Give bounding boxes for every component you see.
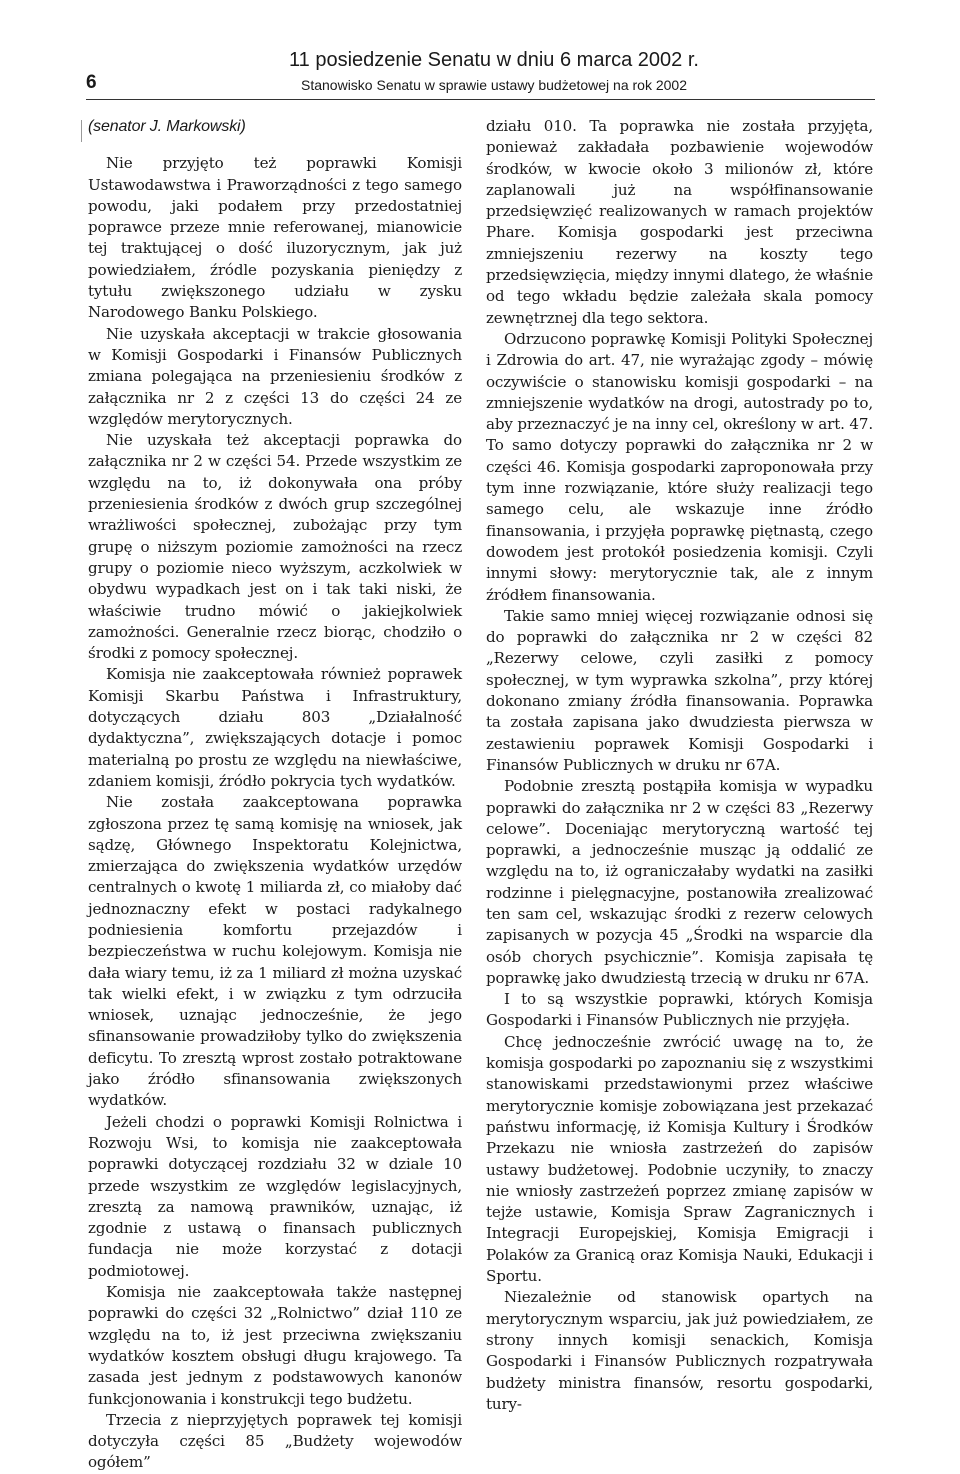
page-header — [0, 0, 960, 100]
paragraph: Trzecia z nieprzyjętych poprawek tej komisji dotyczyła części 85 „Budżety wojewodów ogółem” — [88, 1410, 462, 1472]
paragraph: I to są wszystkie poprawki, których Komisja Gospodarki i Finansów Publicznych nie przyjęła. — [486, 990, 873, 1030]
paragraph: Jeżeli chodzi o poprawki Komisji Rolnictwa i Rozwoju Wsi, to komisja nie zaakceptowała poprawki dotyczącej rozdziału 32 w dziale 10 przede wszystkim ze względów legislacyjnych, zresztą za namową prawników, uznając, iż zgodnie z ustawą o finansach publicznych fundacja nie może korzystać z dotacji podmiotowej. — [88, 1112, 462, 1280]
margin-line — [81, 120, 82, 142]
session-subtitle: Stanowisko Senatu w sprawie ustawy budżetowej na rok 2002 — [301, 77, 687, 93]
paragraph: Takie samo mniej więcej rozwiązanie odnosi się do poprawki do załącznika nr 2 w części 82 „Rezerwy celowe, czyli zasiłki z pomocy społecznej, w tym wyprawka szkolna”, przy której dokonano zmiany źródła finansowania. Poprawka ta została zapisana jako dwudziesta pierwsza w zestawieniu poprawek Komisji Gospodarki i Finansów Publicznych w druku nr 67A. — [486, 606, 873, 774]
paragraph: Komisja nie zaakceptowała również poprawek Komisji Skarbu Państwa i Infrastruktury, dotyczących działu 803 „Działalność dydaktyczna”, zwiększających dotacje i pomoc materialną po prostu ze względu na niewłaściwe, zdaniem komisji, źródło pokrycia tych wydatków. — [88, 665, 462, 790]
paragraph-continuation: działu 010. Ta poprawka nie została przyjęta, ponieważ zakładała pozbawienie wojewodów środków, w kwocie około 3 milionów zł, które zaplanowali już na współfinansowanie przedsięwzięć realizowanych w ramach projektów Phare. Komisja gospodarki jest przeciwna zmniejszeniu rezerwy na koszty tego przedsięwzięcia, między innymi dlatego, że właśnie od tego wkładu będzie zależała skala pomocy zewnętrznej dla tego sektora. — [486, 117, 873, 327]
paragraph: Nie została zaakceptowana poprawka zgłoszona przez tę samą komisję na wniosek, jak sądzę, Głównego Inspektoratu Kolejnictwa, zmierzająca do zwiększenia wydatków urzędów centralnych o kwotę 1 miliarda zł, co miałoby dać jednoznaczny efekt w postaci radykalnego podniesienia komfortu przejazdów i bezpieczeństwa w ruchu kolejowym. Komisja nie dała wiary temu, iż za 1 miliard zł można uzyskać tak wielki efekt, i w związku z tym odrzuciła wniosek, uznając jednocześnie, że jego sfinansowanie prowadziłoby tylko do zwiększenia deficytu. To zresztą wprost zostało potraktowane jako źródło sfinansowania zwiększonych wydatków. — [88, 793, 462, 1110]
session-title: 11 posiedzenie Senatu w dniu 6 marca 2002 r. — [289, 49, 699, 71]
paragraph: Niezależnie od stanowisk opartych na merytorycznym wsparciu, jak już powiedziałem, ze strony innych komisji senackich, Komisja Gospodarki i Finansów Publicznych rozpatrywała budżety ministra finansów, resortu gospodarki, tury- — [486, 1288, 873, 1413]
paragraph: Nie przyjęto też poprawki Komisji Ustawodawstwa i Praworządności z tego samego powodu, jaki podałem przy przedostatniej poprawce przeze mnie referowanej, mianowicie tej traktującej o dość iluzorycznym, jak już powiedziałem, źródle pozyskania pieniędzy z tytułu zwiększonego udziału w zysku Narodowego Banku Polskiego. — [88, 154, 462, 322]
right-column — [486, 116, 873, 1413]
left-column — [88, 116, 462, 1472]
paragraph: Podobnie zresztą postąpiła komisja w wypadku poprawki do załącznika nr 2 w części 83 „Rezerwy celowe”. Doceniając merytoryczną wartość tej poprawki, a jednocześnie musząc ją oddalić ze względu na to, iż ograniczałaby wydatki na zasiłki rodzinne i pielęgnacyjne, postanowiła zrealizować ten sam cel, wskazując środki z rezerw celowych zapisanych w pozycja 45 „Środki na wsparcie dla osób chorych psychicznie”. Komisja zapisała tę poprawkę jako dwudziestą trzecią w druku nr 67A. — [486, 777, 873, 987]
speaker-label: (senator J. Markowski) — [88, 118, 246, 135]
page-number: 6 — [86, 72, 97, 93]
paragraph: Komisja nie zaakceptowała także następnej poprawki do części 32 „Rolnictwo” dział 110 ze względu na to, iż jest przeciwna zwiększaniu wydatków kosztem obsługi długu krajowego. Ta zasada jest jednym z podstawowych kanonów funkcjonowania i konstrukcji tego budżetu. — [88, 1283, 462, 1408]
paragraph: Nie uzyskała też akceptacji poprawka do załącznika nr 2 w części 54. Przede wszystkim ze względu na to, iż dokonywała ona próby przeniesienia środków z dwóch grup szczególnej wrażliwości społecznej, zubożając przy tym grupę o niższym poziomie zamożności na rzecz grupy o poziomie nieco wyższym, aczkolwiek w obydwu wypadkach jest on i tak taki niski, że właściwie trudno mówić o jakiejkolwiek zamożności. Generalnie rzecz biorąc, chodziło o środki z pomocy społecznej. — [88, 431, 462, 663]
paragraph: Chcę jednocześnie zwrócić uwagę na to, że komisja gospodarki po zapoznaniu się z wszystkimi stanowiskami przedstawionymi przez właściwe merytorycznie komisje zobowiązana jest przekazać państwu informację, iż Komisja Kultury i Środków Przekazu nie wniosła zastrzeżeń do zapisów ustawy budżetowej. Podobnie uczyniły, to znaczy nie wniosły zastrzeżeń poprzez zmianę zapisów w tejże ustawie, Komisja Spraw Zagranicznych i Integracji Europejskiej, Komisja Emigracji i Polaków za Granicą oraz Komisja Nauki, Edukacji i Sportu. — [486, 1032, 873, 1286]
paragraph: Nie uzyskała akceptacji w trakcie głosowania w Komisji Gospodarki i Finansów Publicznych zmiana polegająca na przeniesieniu środków z załącznika nr 2 z części 13 do części 24 ze względów merytorycznych. — [88, 324, 462, 428]
header-rule — [86, 99, 875, 100]
paragraph: Odrzucono poprawkę Komisji Polityki Społecznej i Zdrowia do art. 47, nie wyrażając zgody – mówię oczywiście o stanowisku komisji gospodarki – na zmniejszenie wydatków na drogi, autostrady po to, aby przeznaczyć je na inny cel, określony w art. 47. To samo dotyczy poprawki do załącznika nr 2 w części 46. Komisja gospodarki zaproponowała przy tym inne rozwiązanie, które służy realizacji tego samego celu, ale wskazuje inne źródło finansowania, i przyjęła poprawkę piętnastą, czego dowodem jest protokół posiedzenia komisji. Czyli innymi słowy: merytorycznie tak, ale z innym źródłem finansowania. — [486, 329, 873, 604]
